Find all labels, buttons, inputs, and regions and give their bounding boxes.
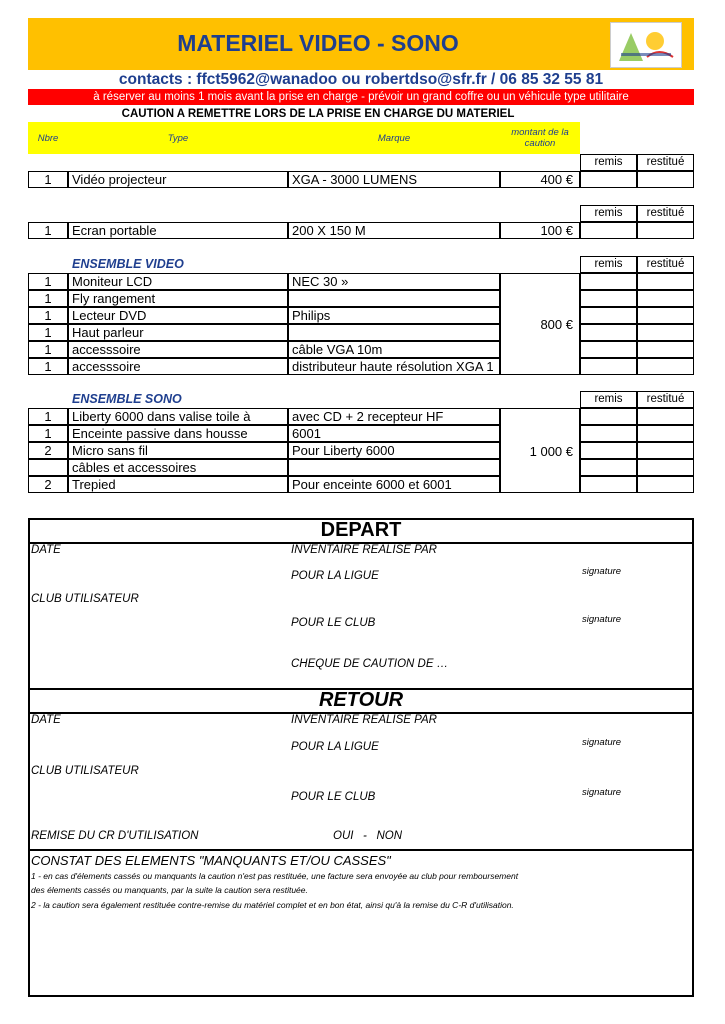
- ecran-montant: 100 €: [500, 222, 580, 239]
- contacts-line: contacts : ffct5962@wanadoo ou robertdso@sfr.fr / 06 85 32 55 81: [28, 70, 694, 89]
- video-row-remis: [580, 307, 637, 324]
- retour-signature-ligue: signature: [582, 737, 622, 748]
- sono-restitue-header: restitué: [637, 391, 694, 408]
- sono-row-restitue: [637, 408, 694, 425]
- vp-restitue-header: restitué: [637, 154, 694, 171]
- video-row-restitue: [637, 307, 694, 324]
- vp-type: Vidéo projecteur: [68, 171, 288, 188]
- video-row-marque: [288, 290, 500, 307]
- constat-line3: 2 - la caution sera également restituée contre-remise du matériel complet et en bon état, ainsi qu'à la remise du C-R d'utilisation.: [31, 900, 514, 910]
- video-row-nbre: 1: [28, 307, 68, 324]
- sono-section-title: ENSEMBLE SONO: [72, 392, 182, 406]
- sono-row-remis: [580, 459, 637, 476]
- constat-line1: 1 - en cas d'élements cassés ou manquants la caution n'est pas restituée, une facture sera envoyée au club pour remboursement: [31, 871, 519, 881]
- video-row-type: Haut parleur: [68, 324, 288, 341]
- sono-row-marque: Pour enceinte 6000 et 6001: [288, 476, 500, 493]
- sono-row-restitue: [637, 476, 694, 493]
- retour-signature-club: signature: [582, 787, 622, 798]
- video-row-marque: NEC 30 »: [288, 273, 500, 290]
- sono-row-nbre: [28, 459, 68, 476]
- depart-inventaire-label: INVENTAIRE REALISE PAR: [291, 544, 437, 556]
- video-section-title: ENSEMBLE VIDEO: [72, 257, 184, 271]
- col-montant-line1: montant de la: [511, 127, 569, 138]
- depart-cheque-label: CHEQUE DE CAUTION DE …: [291, 658, 449, 670]
- video-row-type: accesssoire: [68, 341, 288, 358]
- retour-pour-club-label: POUR LE CLUB: [291, 791, 376, 803]
- retour-date-label: DATE: [31, 714, 61, 726]
- sono-row-marque: avec CD + 2 recepteur HF: [288, 408, 500, 425]
- col-montant: [500, 122, 580, 154]
- ligue-logo: [610, 22, 682, 68]
- sono-row-type: Micro sans fil: [68, 442, 288, 459]
- sono-row-nbre: 2: [28, 442, 68, 459]
- sono-row-nbre: 1: [28, 425, 68, 442]
- video-row-restitue: [637, 273, 694, 290]
- constat-line2: des élements cassés ou manquants, par la suite la caution sera restituée.: [31, 885, 308, 895]
- video-row-marque: câble VGA 10m: [288, 341, 500, 358]
- video-row-marque: [288, 324, 500, 341]
- sono-row-type: Enceinte passive dans housse: [68, 425, 288, 442]
- sono-row-type: Trepied: [68, 476, 288, 493]
- header-banner: [28, 18, 694, 70]
- video-row-marque: Philips: [288, 307, 500, 324]
- video-row-type: Moniteur LCD: [68, 273, 288, 290]
- retour-inventaire-label: INVENTAIRE REALISE PAR: [291, 714, 437, 726]
- reserve-note: à réserver au moins 1 mois avant la prise en charge - prévoir un grand coffre ou un véhicule type utilitaire: [28, 89, 694, 105]
- retour-club-label: CLUB UTILISATEUR: [31, 765, 139, 777]
- video-row-remis: [580, 273, 637, 290]
- depart-pour-club-label: POUR LE CLUB: [291, 617, 376, 629]
- video-row-restitue: [637, 358, 694, 375]
- sono-row-remis: [580, 476, 637, 493]
- sono-row-marque: [288, 459, 500, 476]
- retour-title: RETOUR: [318, 689, 404, 711]
- vp-remis-cell: [580, 171, 637, 188]
- video-row-remis: [580, 290, 637, 307]
- video-row-type: accesssoire: [68, 358, 288, 375]
- video-row-nbre: 1: [28, 358, 68, 375]
- sono-row-type: câbles et accessoires: [68, 459, 288, 476]
- depart-title: DEPART: [320, 519, 402, 541]
- video-row-type: Lecteur DVD: [68, 307, 288, 324]
- sono-row-restitue: [637, 459, 694, 476]
- sono-row-restitue: [637, 442, 694, 459]
- depart-pour-ligue-label: POUR LA LIGUE: [291, 570, 379, 582]
- vp-restitue-cell: [637, 171, 694, 188]
- video-row-restitue: [637, 290, 694, 307]
- vp-montant: 400 €: [500, 171, 580, 188]
- retour-remise-label: REMISE DU CR D'UTILISATION: [31, 830, 199, 842]
- depart-date-label: DATE: [31, 544, 61, 556]
- vp-marque: XGA - 3000 LUMENS: [288, 171, 500, 188]
- video-row-restitue: [637, 341, 694, 358]
- page-title: MATERIEL VIDEO - SONO: [177, 30, 459, 56]
- ecran-nbre: 1: [28, 222, 68, 239]
- sono-row-remis: [580, 408, 637, 425]
- video-row-nbre: 1: [28, 273, 68, 290]
- retour-pour-ligue-label: POUR LA LIGUE: [291, 741, 379, 753]
- video-row-remis: [580, 341, 637, 358]
- retour-oui-non: OUI - NON: [333, 830, 402, 842]
- sono-remis-header: remis: [580, 391, 637, 408]
- ecran-type: Ecran portable: [68, 222, 288, 239]
- sono-row-restitue: [637, 425, 694, 442]
- sono-row-nbre: 2: [28, 476, 68, 493]
- vp-remis-header: remis: [580, 154, 637, 171]
- sono-row-remis: [580, 425, 637, 442]
- video-row-restitue: [637, 324, 694, 341]
- vp-nbre: 1: [28, 171, 68, 188]
- ecran-restitue-cell: [637, 222, 694, 239]
- constat-title: CONSTAT DES ELEMENTS "MANQUANTS ET/OU CASSES": [31, 853, 391, 868]
- sono-row-remis: [580, 442, 637, 459]
- ecran-remis-cell: [580, 222, 637, 239]
- video-remis-header: remis: [580, 256, 637, 273]
- sono-row-nbre: 1: [28, 408, 68, 425]
- sono-row-marque: Pour Liberty 6000: [288, 442, 500, 459]
- video-row-nbre: 1: [28, 324, 68, 341]
- form-box: [28, 518, 694, 997]
- depart-club-label: CLUB UTILISATEUR: [31, 593, 139, 605]
- col-type: Type: [68, 122, 288, 154]
- ecran-remis-header: remis: [580, 205, 637, 222]
- video-row-nbre: 1: [28, 290, 68, 307]
- depart-signature-club: signature: [582, 614, 622, 625]
- sono-montant: 1 000 €: [500, 408, 580, 493]
- sono-row-type: Liberty 6000 dans valise toile à: [68, 408, 288, 425]
- video-row-marque: distributeur haute résolution XGA 1: [288, 358, 500, 375]
- sono-row-marque: 6001: [288, 425, 500, 442]
- video-restitue-header: restitué: [637, 256, 694, 273]
- video-row-remis: [580, 358, 637, 375]
- col-nbre: Nbre: [28, 122, 68, 154]
- video-row-type: Fly rangement: [68, 290, 288, 307]
- col-marque: Marque: [288, 122, 500, 154]
- ecran-restitue-header: restitué: [637, 205, 694, 222]
- col-montant-line2: caution: [524, 138, 556, 149]
- ecran-marque: 200 X 150 M: [288, 222, 500, 239]
- logo-graphic: [611, 23, 681, 67]
- video-row-nbre: 1: [28, 341, 68, 358]
- depart-signature-ligue: signature: [582, 566, 622, 577]
- caution-note: CAUTION A REMETTRE LORS DE LA PRISE EN CHARGE DU MATERIEL: [121, 108, 515, 120]
- video-montant: 800 €: [500, 273, 580, 375]
- video-row-remis: [580, 324, 637, 341]
